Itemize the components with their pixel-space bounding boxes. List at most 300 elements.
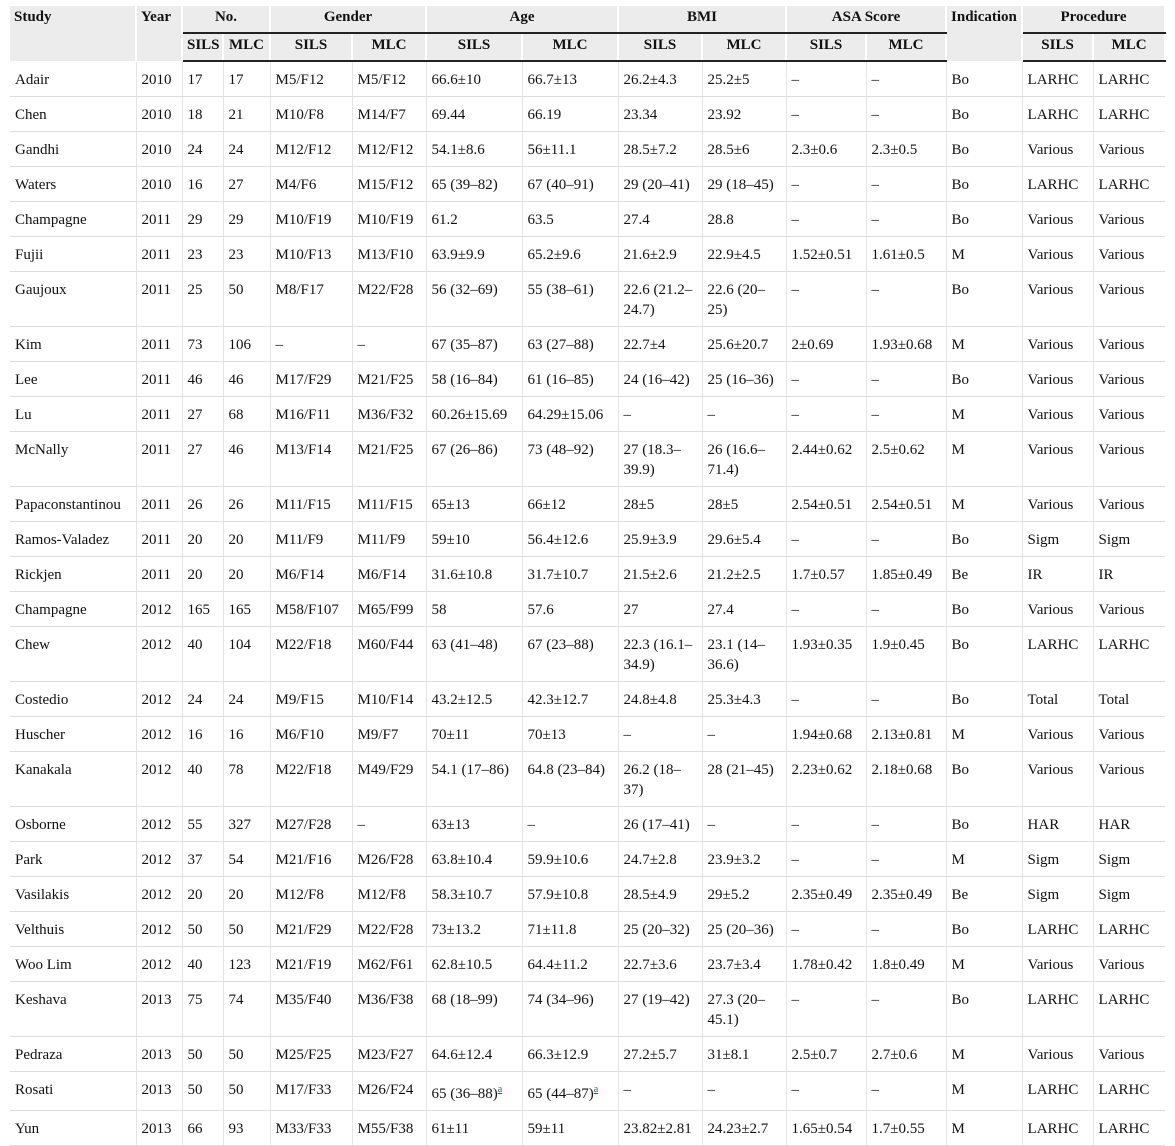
cell-bmi-mlc (702, 717, 786, 752)
cell-text: LARHC (1027, 1082, 1079, 1098)
cell-indication (946, 842, 1022, 877)
cell-text: 31±8.1 (707, 1047, 750, 1063)
table-row (10, 557, 1165, 592)
cell-text: IR (1027, 567, 1043, 583)
cell-text: 29 (228, 212, 244, 228)
table-row (10, 397, 1165, 432)
cell-study (10, 1072, 136, 1111)
cell-gender-mlc (352, 752, 426, 807)
cell-year (136, 202, 182, 237)
cell-procedure-sils (1022, 717, 1093, 752)
cell-text: Bo (951, 142, 970, 158)
cell-text: 2012 (141, 887, 172, 903)
cell-text: 28±5 (623, 497, 655, 513)
cell-text: Ramos-Valadez (15, 532, 110, 548)
cell-text: 27.4 (623, 212, 650, 228)
cell-no-sils (182, 682, 223, 717)
cell-text: 66±12 (527, 497, 566, 513)
cell-text: M55/F38 (357, 1121, 414, 1137)
cell-text: 65 (39–82) (431, 177, 498, 193)
cell-text: M10/F14 (357, 692, 414, 708)
cell-text: M16/F11 (275, 407, 331, 423)
cell-text: M11/F9 (275, 532, 324, 548)
cell-procedure-sils (1022, 327, 1093, 362)
cell-no-mlc (223, 912, 270, 947)
cell-text: M (951, 442, 965, 458)
subheader-bmi-sils: SILS (618, 33, 702, 61)
cell-study (10, 487, 136, 522)
cell-procedure-sils (1022, 362, 1093, 397)
cell-no-sils (182, 1072, 223, 1111)
cell-no-mlc (223, 97, 270, 132)
cell-bmi-sils (618, 877, 702, 912)
cell-procedure-sils (1022, 522, 1093, 557)
cell-study (10, 627, 136, 682)
cell-text: LARHC (1027, 992, 1079, 1008)
subheader-age-mlc: MLC (522, 33, 618, 61)
cell-no-sils (182, 982, 223, 1037)
cell-text: 27.4 (707, 602, 734, 618)
cell-text: – (791, 532, 800, 548)
cell-text: Huscher (15, 727, 65, 743)
cell-no-mlc (223, 627, 270, 682)
cell-asa-sils (786, 717, 866, 752)
header-bmi: BMI (618, 6, 786, 33)
cell-asa-sils (786, 327, 866, 362)
cell-study (10, 362, 136, 397)
cell-asa-sils (786, 557, 866, 592)
cell-gender-sils (270, 682, 352, 717)
cell-text: M13/F10 (357, 247, 414, 263)
cell-text: LARHC (1027, 637, 1079, 653)
cell-text: Bo (951, 637, 970, 653)
cell-text: 46 (187, 372, 203, 388)
cell-year (136, 592, 182, 627)
cell-text: 75 (187, 992, 203, 1008)
cell-no-mlc (223, 842, 270, 877)
cell-text: 2.54±0.51 (791, 497, 853, 513)
cell-text: Various (1027, 337, 1074, 353)
cell-procedure-mlc (1093, 237, 1165, 272)
cell-gender-sils (270, 877, 352, 912)
cell-age-mlc (522, 97, 618, 132)
cell-procedure-mlc (1093, 682, 1165, 717)
cell-text: M17/F29 (275, 372, 332, 388)
cell-no-mlc (223, 522, 270, 557)
table-row (10, 682, 1165, 717)
cell-asa-mlc (866, 842, 946, 877)
cell-age-sils (426, 842, 522, 877)
cell-text: 31.6±10.8 (431, 567, 493, 583)
cell-text: 18 (187, 107, 203, 123)
cell-procedure-sils (1022, 202, 1093, 237)
cell-study (10, 682, 136, 717)
cell-no-sils (182, 327, 223, 362)
cell-text: 2±0.69 (791, 337, 834, 353)
cell-text: Pedraza (15, 1047, 63, 1063)
cell-age-sils (426, 627, 522, 682)
cell-gender-mlc (352, 627, 426, 682)
cell-procedure-mlc (1093, 167, 1165, 202)
cell-text: Papaconstantinou (15, 497, 121, 513)
cell-gender-mlc (352, 167, 426, 202)
cell-text: 67 (26–86) (431, 442, 498, 458)
cell-procedure-mlc (1093, 807, 1165, 842)
cell-text: 21.2±2.5 (707, 567, 761, 583)
cell-text: 25 (20–32) (623, 922, 690, 938)
cell-text: M25/F25 (275, 1047, 332, 1063)
cell-text: Various (1098, 247, 1145, 263)
cell-indication (946, 97, 1022, 132)
cell-bmi-mlc (702, 877, 786, 912)
cell-text: M21/F19 (275, 957, 332, 973)
cell-text: M35/F40 (275, 992, 332, 1008)
cell-text: 20 (228, 887, 244, 903)
cell-text: 54 (228, 852, 244, 868)
cell-procedure-mlc (1093, 1072, 1165, 1111)
cell-text: 50 (228, 1047, 244, 1063)
cell-text: 2013 (141, 1047, 172, 1063)
cell-procedure-mlc (1093, 362, 1165, 397)
cell-text: 2013 (141, 1121, 172, 1137)
cell-year (136, 752, 182, 807)
cell-asa-sils (786, 487, 866, 522)
cell-text: 50 (228, 282, 244, 298)
cell-study (10, 432, 136, 487)
cell-text: 61 (16–85) (527, 372, 594, 388)
cell-gender-mlc (352, 912, 426, 947)
cell-text: McNally (15, 442, 69, 458)
cell-text: Bo (951, 817, 970, 833)
cell-text: IR (1098, 567, 1114, 583)
cell-text: M8/F17 (275, 282, 324, 298)
cell-bmi-sils (618, 912, 702, 947)
cell-text: – (871, 532, 880, 548)
cell-year (136, 327, 182, 362)
cell-text: M21/F25 (357, 372, 414, 388)
cell-bmi-mlc (702, 61, 786, 97)
table-row (10, 202, 1165, 237)
cell-no-mlc (223, 557, 270, 592)
cell-text: M58/F107 (275, 602, 339, 618)
cell-age-mlc (522, 627, 618, 682)
cell-text: 73±13.2 (431, 922, 481, 938)
cell-text: 327 (228, 817, 251, 833)
cell-text: LARHC (1098, 1121, 1150, 1137)
cell-text: 23 (187, 247, 203, 263)
cell-age-mlc (522, 877, 618, 912)
cell-text: Total (1098, 692, 1130, 708)
table-row (10, 362, 1165, 397)
cell-text: 25.9±3.9 (623, 532, 677, 548)
cell-bmi-sils (618, 202, 702, 237)
cell-text: 40 (187, 762, 203, 778)
cell-text: Various (1027, 282, 1074, 298)
cell-age-mlc (522, 487, 618, 522)
cell-text: M4/F6 (275, 177, 317, 193)
cell-text: 2.18±0.68 (871, 762, 933, 778)
cell-age-mlc (522, 522, 618, 557)
cell-text: 23.82±2.81 (623, 1121, 692, 1137)
cell-study (10, 167, 136, 202)
cell-indication (946, 1037, 1022, 1072)
cell-year (136, 1037, 182, 1072)
cell-no-sils (182, 1111, 223, 1146)
cell-no-mlc (223, 362, 270, 397)
cell-text: LARHC (1027, 1121, 1079, 1137)
cell-text: – (791, 992, 800, 1008)
cell-text: 63 (27–88) (527, 337, 594, 353)
cell-gender-sils (270, 97, 352, 132)
subheader-age-sils: SILS (426, 33, 522, 61)
cell-no-mlc (223, 132, 270, 167)
cell-text: LARHC (1098, 637, 1150, 653)
cell-text: Various (1027, 602, 1074, 618)
cell-indication (946, 432, 1022, 487)
cell-text: Waters (15, 177, 57, 193)
cell-indication (946, 752, 1022, 807)
cell-text: Bo (951, 992, 970, 1008)
cell-age-sils (426, 362, 522, 397)
cell-text: 59±10 (431, 532, 470, 548)
cell-text: – (871, 1082, 880, 1098)
cell-text: – (707, 407, 716, 423)
cell-text: 24 (187, 142, 203, 158)
cell-text: 24.7±2.8 (623, 852, 677, 868)
cell-year (136, 982, 182, 1037)
cell-text: 63.8±10.4 (431, 852, 493, 868)
cell-text: 54.1±8.6 (431, 142, 485, 158)
cell-text: Yun (15, 1121, 40, 1137)
cell-bmi-mlc (702, 272, 786, 327)
cell-text: 1.7±0.55 (871, 1121, 925, 1137)
cell-no-mlc (223, 807, 270, 842)
cell-text: 31.7±10.7 (527, 567, 589, 583)
cell-age-mlc (522, 912, 618, 947)
cell-no-sils (182, 61, 223, 97)
cell-text: 68 (228, 407, 244, 423)
cell-procedure-mlc (1093, 982, 1165, 1037)
cell-age-sils (426, 807, 522, 842)
cell-text: 61.2 (431, 212, 458, 228)
cell-age-sils (426, 61, 522, 97)
subheader-asa-mlc: MLC (866, 33, 946, 61)
cell-text: 58.3±10.7 (431, 887, 493, 903)
cell-indication (946, 912, 1022, 947)
cell-text: – (357, 337, 365, 353)
cell-procedure-mlc (1093, 1037, 1165, 1072)
cell-age-sils (426, 237, 522, 272)
cell-age-mlc (522, 397, 618, 432)
cell-study (10, 592, 136, 627)
cell-text: – (791, 817, 800, 833)
cell-text: 27.3 (20–45.1) (707, 992, 766, 1028)
cell-text: LARHC (1027, 922, 1079, 938)
cell-text: 2011 (141, 212, 171, 228)
subheader-procedure-mlc: MLC (1093, 33, 1165, 61)
cell-text: M10/F19 (275, 212, 332, 228)
cell-age-sils (426, 1072, 522, 1111)
cell-text: 20 (228, 532, 244, 548)
cell-bmi-mlc (702, 397, 786, 432)
cell-text: Kim (15, 337, 42, 353)
cell-gender-mlc (352, 807, 426, 842)
cell-text: Be (951, 567, 969, 583)
cell-year (136, 132, 182, 167)
cell-procedure-mlc (1093, 1111, 1165, 1146)
cell-text: 74 (34–96) (527, 992, 594, 1008)
cell-text: 2012 (141, 727, 172, 743)
cell-text: LARHC (1098, 922, 1150, 938)
cell-study (10, 982, 136, 1037)
cell-text: Various (1027, 212, 1074, 228)
cell-year (136, 947, 182, 982)
table-row (10, 752, 1165, 807)
cell-text: 2.54±0.51 (871, 497, 933, 513)
header-procedure: Procedure (1022, 6, 1165, 33)
cell-age-mlc (522, 717, 618, 752)
cell-text: 23.34 (623, 107, 658, 123)
cell-bmi-mlc (702, 1111, 786, 1146)
cell-procedure-mlc (1093, 717, 1165, 752)
cell-age-mlc (522, 61, 618, 97)
cell-text: 26.2 (18–37) (623, 762, 682, 798)
cell-year (136, 877, 182, 912)
cell-bmi-sils (618, 717, 702, 752)
cell-asa-mlc (866, 1037, 946, 1072)
cell-age-sils (426, 982, 522, 1037)
cell-text: M (951, 497, 965, 513)
cell-asa-mlc (866, 682, 946, 717)
cell-age-sils (426, 202, 522, 237)
cell-gender-mlc (352, 132, 426, 167)
cell-text: 28±5 (707, 497, 739, 513)
cell-text: 26 (17–41) (623, 817, 690, 833)
cell-no-mlc (223, 397, 270, 432)
cell-text: – (623, 1082, 632, 1098)
cell-no-sils (182, 947, 223, 982)
cell-bmi-mlc (702, 167, 786, 202)
cell-study (10, 61, 136, 97)
table-row (10, 592, 1165, 627)
cell-text: Various (1098, 212, 1145, 228)
cell-text: – (791, 1082, 800, 1098)
cell-text: M17/F33 (275, 1082, 332, 1098)
cell-text: – (871, 282, 880, 298)
cell-text: – (871, 372, 880, 388)
cell-no-sils (182, 752, 223, 807)
cell-bmi-mlc (702, 592, 786, 627)
cell-no-mlc (223, 752, 270, 807)
cell-gender-sils (270, 237, 352, 272)
table-row (10, 97, 1165, 132)
cell-text: 2012 (141, 817, 172, 833)
cell-text: M6/F10 (275, 727, 324, 743)
cell-year (136, 362, 182, 397)
cell-text: Various (1098, 142, 1145, 158)
cell-text: M5/F12 (357, 72, 406, 88)
cell-text: – (791, 282, 800, 298)
cell-age-mlc (522, 202, 618, 237)
cell-text: 57.9±10.8 (527, 887, 589, 903)
cell-text: Velthuis (15, 922, 65, 938)
cell-asa-sils (786, 522, 866, 557)
cell-indication (946, 327, 1022, 362)
subheader-gender-mlc: MLC (352, 33, 426, 61)
cell-text: 65.2±9.6 (527, 247, 581, 263)
cell-age-mlc (522, 272, 618, 327)
cell-text: M14/F7 (357, 107, 406, 123)
cell-study (10, 522, 136, 557)
cell-procedure-sils (1022, 557, 1093, 592)
cell-text: M27/F28 (275, 817, 332, 833)
cell-procedure-sils (1022, 1037, 1093, 1072)
cell-gender-sils (270, 362, 352, 397)
cell-text: 25.2±5 (707, 72, 750, 88)
cell-procedure-sils (1022, 807, 1093, 842)
cell-text: M22/F18 (275, 762, 332, 778)
cell-no-sils (182, 717, 223, 752)
cell-text: Bo (951, 372, 970, 388)
cell-bmi-sils (618, 982, 702, 1037)
cell-no-sils (182, 522, 223, 557)
cell-asa-sils (786, 237, 866, 272)
cell-text: 56 (32–69) (431, 282, 498, 298)
cell-gender-sils (270, 167, 352, 202)
footnote-link[interactable]: a (497, 1084, 503, 1095)
cell-text: 2011 (141, 282, 171, 298)
cell-age-mlc (522, 237, 618, 272)
cell-year (136, 522, 182, 557)
cell-text: – (707, 817, 716, 833)
cell-text: Various (1098, 1047, 1145, 1063)
cell-text: 23.7±3.4 (707, 957, 761, 973)
cell-text: – (871, 817, 880, 833)
cell-procedure-sils (1022, 877, 1093, 912)
cell-text: 1.52±0.51 (791, 247, 853, 263)
cell-procedure-sils (1022, 682, 1093, 717)
cell-text: 29 (18–45) (707, 177, 774, 193)
cell-indication (946, 362, 1022, 397)
cell-no-sils (182, 912, 223, 947)
cell-bmi-sils (618, 807, 702, 842)
cell-text: – (871, 852, 880, 868)
table-header (10, 6, 1165, 61)
cell-gender-sils (270, 487, 352, 522)
cell-study (10, 97, 136, 132)
cell-text: – (791, 922, 800, 938)
cell-asa-mlc (866, 947, 946, 982)
cell-study (10, 717, 136, 752)
cell-text: HAR (1027, 817, 1060, 833)
cell-procedure-sils (1022, 947, 1093, 982)
cell-text: Gaujoux (15, 282, 67, 298)
cell-text: 65 (36–88) (431, 1086, 498, 1102)
cell-text: 50 (187, 922, 203, 938)
cell-text: Kanakala (15, 762, 72, 778)
cell-gender-sils (270, 842, 352, 877)
cell-text: Sigm (1027, 532, 1060, 548)
cell-asa-sils (786, 807, 866, 842)
cell-gender-sils (270, 132, 352, 167)
cell-text: 50 (228, 922, 244, 938)
cell-text: 73 (187, 337, 203, 353)
cell-text: 54.1 (17–86) (431, 762, 510, 778)
cell-asa-sils (786, 592, 866, 627)
cell-text: 67 (40–91) (527, 177, 594, 193)
subheader-asa-sils: SILS (786, 33, 866, 61)
footnote-link[interactable]: a (593, 1084, 599, 1095)
